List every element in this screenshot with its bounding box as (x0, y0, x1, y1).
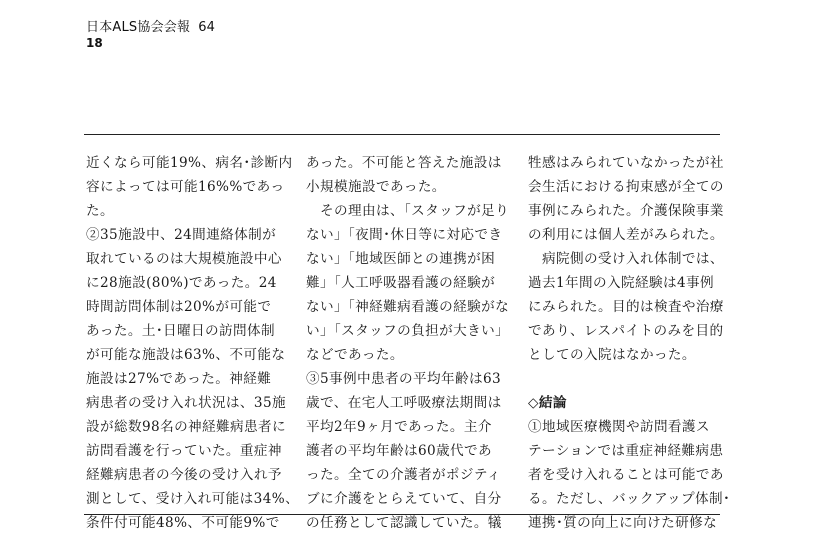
text-column-3 (528, 151, 731, 535)
issue-number: 64 (198, 20, 216, 35)
text-line: 護者の平均年齢は60歳代であ (306, 443, 493, 459)
top-rule (84, 134, 720, 135)
text-line: 者を受け入れることは可能であ (528, 467, 724, 483)
text-line: い」「スタッフの負担が大きい」 (306, 323, 510, 339)
journal-title (86, 20, 215, 36)
text-line: 難」「人工呼吸器看護の経験が (306, 275, 496, 291)
text-line: 測として、受け入れ可能は34%、 (86, 491, 300, 507)
text-line: 小規模施設であった。 (306, 179, 446, 195)
text-line: る。ただし、バックアップ体制･ (528, 491, 731, 507)
text-line: ③5事例中患者の平均年齢は63 (306, 371, 502, 387)
page-number: 18 (86, 36, 103, 50)
journal-name: 日本ALS協会会報 (86, 20, 191, 35)
text-line: などであった。 (306, 347, 404, 363)
text-column-1 (86, 151, 300, 535)
text-line: た。 (86, 203, 114, 219)
text-line: 条件付可能48%、不可能9%で (86, 515, 280, 531)
text-line: の利用には個人差がみられた。 (528, 227, 724, 243)
text-line: 歳で、在宅人工呼吸療法期間は (306, 395, 502, 411)
text-line: が可能な施設は63%、不可能な (86, 347, 286, 363)
text-line: 設が総数98名の神経難病患者に (86, 419, 287, 435)
text-line: 時間訪問体制は20%が可能で (86, 299, 272, 315)
text-line: に28施設(80%)であった。24 (86, 275, 277, 291)
text-line: 施設は27%であった。神経難 (86, 371, 272, 387)
text-line: その理由は、「スタッフが足り (306, 203, 510, 219)
text-line: ない」「夜間･休日等に対応でき (306, 227, 503, 243)
blank-line (528, 367, 722, 391)
text-line: 平均2年9ヶ月であった。主介 (306, 419, 492, 435)
text-line: ②35施設中、24間連絡体制が (86, 227, 277, 243)
text-line: あった。不可能と答えた施設は (306, 155, 502, 171)
text-line: 訪問看護を行っていた。重症神 (86, 443, 282, 459)
text-line: ない」「地域医師との連携が困 (306, 251, 496, 267)
text-line: 過去1年間の入院経験は4事例 (528, 275, 715, 291)
text-line: 近くなら可能19%、病名･診断内 (86, 155, 293, 171)
bottom-rule (84, 514, 720, 515)
text-line: にみられた。目的は検査や治療 (528, 299, 724, 315)
text-line: 病患者の受け入れ状況は、35施 (86, 395, 287, 411)
text-line: であり、レスパイトのみを目的 (528, 323, 724, 339)
text-line: 容によっては可能16%%であっ (86, 179, 285, 195)
text-line: ①地域医療機関や訪問看護ス (528, 419, 710, 435)
text-line: あった。土･日曜日の訪問体制 (86, 323, 275, 339)
text-line: 連携･質の向上に向けた研修な (528, 515, 718, 531)
text-line: テーションでは重症神経難病患 (528, 443, 724, 459)
text-line: ブに介護をとらえていて、自分 (306, 491, 502, 507)
page-header (86, 20, 215, 50)
text-line: としての入院はなかった。 (528, 347, 696, 363)
section-heading: ◇結論 (528, 395, 567, 411)
text-line: 事例にみられた。介護保険事業 (528, 203, 724, 219)
text-line: 牲感はみられていなかったが社 (528, 155, 724, 171)
text-line: 会生活における拘束感が全ての (528, 179, 724, 195)
text-line: った。全ての介護者がポジティ (306, 467, 501, 483)
text-line: 病院側の受け入れ体制では、 (528, 251, 724, 267)
text-line: 取れているのは大規模施設中心 (86, 251, 282, 267)
text-column-2 (306, 151, 510, 535)
text-line: の任務として認識していた。犠 (306, 515, 502, 531)
text-line: 経難病患者の今後の受け入れ予 (86, 467, 282, 483)
text-line: ない」「神経難病看護の経験がな (306, 299, 510, 315)
